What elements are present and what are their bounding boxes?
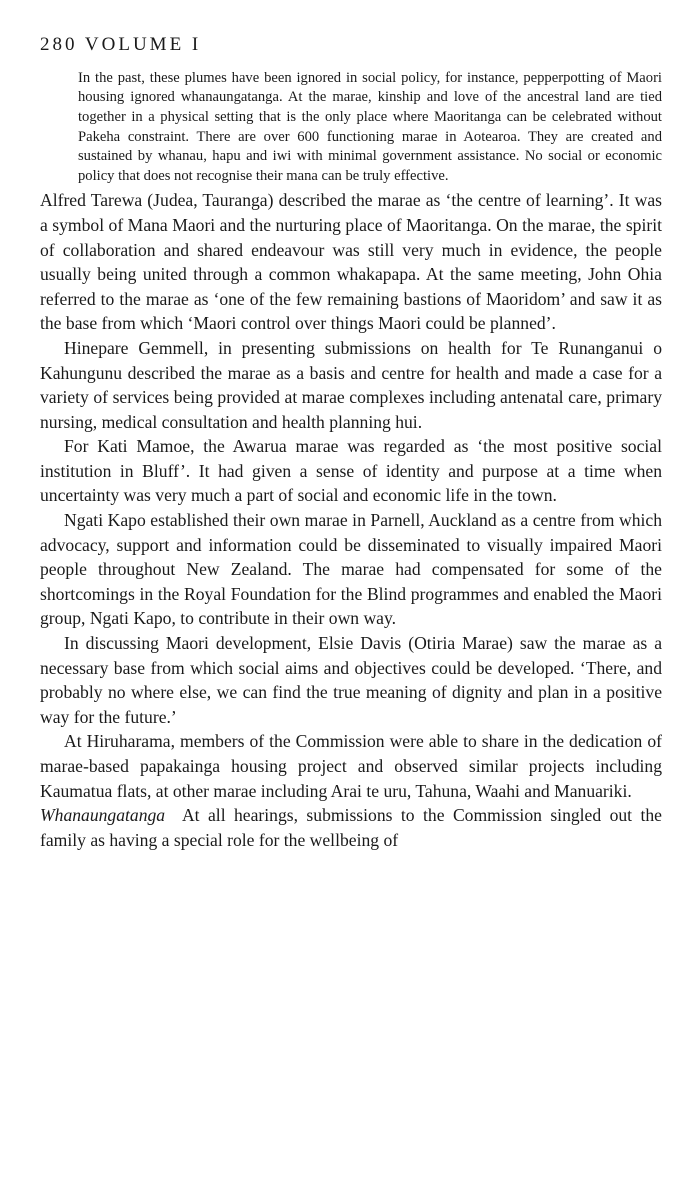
document-page	[40, 34, 662, 852]
running-head: 280 VOLUME I	[40, 34, 202, 55]
section-paragraph	[40, 803, 662, 852]
paragraph-5: In discussing Maori development, Elsie Davis (Otiria Marae) saw the marae as a necessary base from which social aims and objectives could be developed. ‘There, and probably no where else, we can find the true meaning of dignity and plan in a positive way for the future.’	[40, 633, 662, 727]
section-heading: Whanaungatanga	[40, 805, 166, 826]
paragraph-2: Hinepare Gemmell, in presenting submissions on health for Te Runanganui o Kahungunu described the marae as a basis and centre for health and made a case for a variety of services being provided at marae complexes including antenatal care, primary nursing, medical consultation and health planning hui.	[40, 337, 662, 432]
section-text: At all hearings, submissions to the Commission singled out the family as having a special role for the wellbeing of	[40, 805, 662, 850]
block-quote: In the past, these plumes have been ignored in social policy, for instance, pepperpotting of Maori housing ignored whanaungatanga. At the marae, kinship and love of the ancestral land are tied together in a physical setting that is the only place where Maoritanga can be celebrated without Pakeha constraint. There are over 600 functioning marae in Aotearoa. They are created and sustained by whanau, hapu and iwi with minimal government assistance. No social or economic policy that does not recognise their mana can be truly effective.	[78, 69, 662, 184]
paragraph-3: For Kati Mamoe, the Awarua marae was regarded as ‘the most positive social institution in Bluff’. It had given a sense of identity and purpose at a time when uncertainty was very much a part of social and economic life in the town.	[40, 436, 662, 506]
paragraph-4: Ngati Kapo established their own marae in Parnell, Auckland as a centre from which advocacy, support and information could be disseminated to visually impaired Maori people throughout New Zealand. The marae had compensated for some of the shortcomings in the Royal Foundation for the Blind programmes and enabled the Maori group, Ngati Kapo, to contribute in their own way.	[40, 510, 662, 629]
paragraph-1: Alfred Tarewa (Judea, Tauranga) described the marae as ‘the centre of learning’. It was a symbol of Mana Maori and the nurturing place of Maoritanga. On the marae, the spirit of collaboration and shared endeavour was still very much in evidence, the people usually being united through a common whakapapa. At the same meeting, John Ohia referred to the marae as ‘one of the few remaining bastions of Maoridom’ and saw it as the base from which ‘Maori control over things Maori could be planned’.	[40, 190, 662, 334]
paragraph-6: At Hiruharama, members of the Commission were able to share in the dedication of marae-based papakainga housing project and observed similar projects including Kaumatua flats, at other marae including Arai te uru, Tahuna, Waahi and Manuariki.	[40, 731, 662, 801]
